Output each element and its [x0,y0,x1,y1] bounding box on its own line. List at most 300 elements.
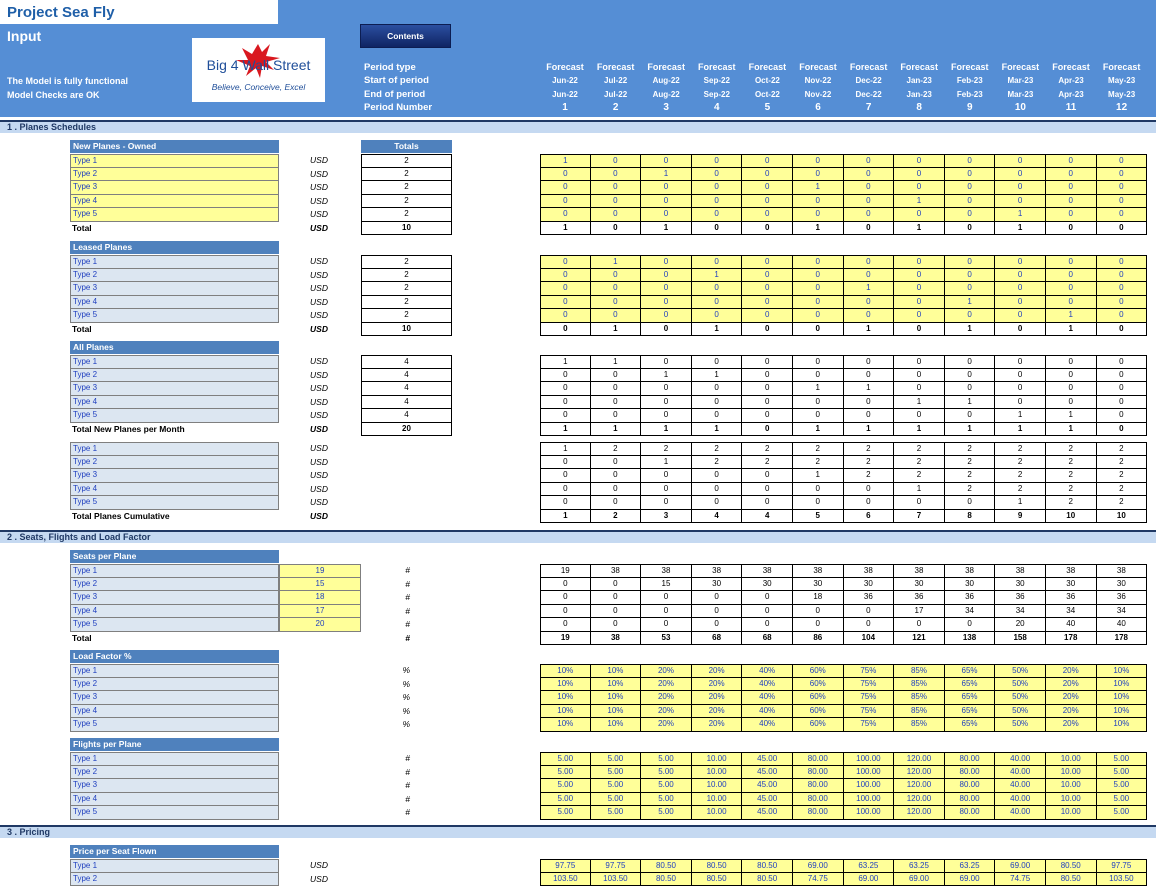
value-cell[interactable]: 10.00 [1046,779,1097,793]
value-cell[interactable]: 65% [945,705,996,719]
value-cell[interactable]: 50% [995,678,1046,692]
value-cell[interactable]: 10.00 [1046,752,1097,766]
value-cell[interactable]: 1 [945,296,996,310]
value-cell[interactable]: 20% [692,678,743,692]
value-cell[interactable]: 5.00 [591,752,642,766]
value-cell[interactable]: 80.00 [793,793,844,807]
value-cell[interactable]: 20% [692,718,743,732]
value-cell[interactable]: 80.00 [945,793,996,807]
value-cell[interactable]: 40% [742,691,793,705]
value-cell[interactable]: 0 [1046,168,1097,182]
value-cell[interactable]: 80.00 [793,779,844,793]
value-cell[interactable]: 0 [793,168,844,182]
value-cell[interactable]: 80.50 [742,859,793,873]
value-cell[interactable]: 0 [641,154,692,168]
logo-tagline: Believe, Conceive, Excel [211,82,306,92]
value-cell[interactable]: 5.00 [641,779,692,793]
value-cell[interactable]: 10% [540,705,591,719]
value-cell[interactable]: 0 [742,309,793,323]
value-cell[interactable]: 97.75 [540,859,591,873]
value-cell[interactable]: 10% [591,718,642,732]
value-cell[interactable]: 0 [894,269,945,283]
value-cell[interactable]: 0 [945,181,996,195]
value-cell[interactable]: 0 [692,282,743,296]
value-cell[interactable]: 80.50 [742,873,793,887]
value-cell[interactable]: 0 [995,181,1046,195]
value-cell[interactable]: 0 [540,195,591,209]
value-cell[interactable]: 100.00 [844,793,895,807]
value-cell[interactable]: 65% [945,718,996,732]
value-cell[interactable]: 1 [894,195,945,209]
value-cell[interactable]: 69.00 [945,873,996,887]
value-cell[interactable]: 80.00 [793,752,844,766]
seats-input-cell[interactable]: 17 [279,605,361,619]
value-cell[interactable]: 0 [591,154,642,168]
value-cell[interactable]: 5.00 [641,752,692,766]
value-cell[interactable]: 5.00 [540,806,591,820]
value-cell[interactable]: 10% [540,718,591,732]
value-cell[interactable]: 0 [692,309,743,323]
value-cell[interactable]: 60% [793,705,844,719]
value-cell[interactable]: 5.00 [540,779,591,793]
row-label: Type 4 [70,195,279,209]
value-cell[interactable]: 0 [1097,208,1148,222]
value-cell[interactable]: 0 [894,255,945,269]
value-cell[interactable]: 0 [742,195,793,209]
value-cell[interactable]: 80.50 [1046,873,1097,887]
seats-input-cell[interactable]: 19 [279,564,361,578]
value-cell[interactable]: 120.00 [894,766,945,780]
value-cell[interactable]: 80.00 [945,806,996,820]
value-cell[interactable]: 85% [894,718,945,732]
value-cell[interactable]: 20% [1046,664,1097,678]
value-cell[interactable]: 69.00 [894,873,945,887]
value-cell[interactable]: 80.00 [945,752,996,766]
value-cell[interactable]: 0 [1097,309,1148,323]
value-cell[interactable]: 10.00 [692,793,743,807]
all-planes-header: All Planes [70,341,279,354]
value-cell[interactable]: 40.00 [995,793,1046,807]
value-cell[interactable]: 0 [692,195,743,209]
value-cell: 0 [742,618,793,632]
value-cell[interactable]: 10.00 [692,752,743,766]
seats-input-cell[interactable]: 18 [279,591,361,605]
value-cell[interactable]: 0 [540,208,591,222]
value-cell[interactable]: 0 [793,282,844,296]
value-cell[interactable]: 20% [692,691,743,705]
value-cell[interactable]: 0 [945,309,996,323]
value-cell[interactable]: 0 [1046,208,1097,222]
value-cell[interactable]: 40.00 [995,752,1046,766]
value-cell[interactable]: 0 [692,208,743,222]
value-cell[interactable]: 60% [793,678,844,692]
value-cell[interactable]: 74.75 [793,873,844,887]
value-cell[interactable]: 0 [844,168,895,182]
value-cell[interactable]: 1 [692,269,743,283]
value-cell[interactable]: 40.00 [995,766,1046,780]
value-cell[interactable]: 0 [641,269,692,283]
value-cell[interactable]: 0 [641,255,692,269]
value-cell[interactable]: 0 [540,269,591,283]
value-cell[interactable]: 1 [591,255,642,269]
value-cell[interactable]: 0 [1046,282,1097,296]
value-cell[interactable]: 0 [945,269,996,283]
value-cell: 1 [641,369,692,383]
value-cell[interactable]: 120.00 [894,752,945,766]
value-cell[interactable]: 5.00 [591,806,642,820]
value-cell[interactable]: 1 [540,154,591,168]
value-cell[interactable]: 0 [995,269,1046,283]
value-cell[interactable]: 0 [692,168,743,182]
value-cell[interactable]: 0 [742,296,793,310]
value-cell[interactable]: 20% [1046,705,1097,719]
value-cell[interactable]: 10% [1097,678,1148,692]
value-cell[interactable]: 0 [793,269,844,283]
value-cell: 1 [540,355,591,369]
value-cell[interactable]: 0 [945,282,996,296]
value-cell[interactable]: 69.00 [793,859,844,873]
value-cell: 30 [742,578,793,592]
value-cell[interactable]: 50% [995,718,1046,732]
value-cell[interactable]: 45.00 [742,793,793,807]
value-cell[interactable]: 0 [945,195,996,209]
value-cell[interactable]: 0 [742,282,793,296]
value-cell[interactable]: 0 [540,181,591,195]
total-value-cell: 0 [793,323,844,337]
value-cell[interactable]: 85% [894,664,945,678]
value-cell[interactable]: 0 [894,168,945,182]
value-cell: 0 [1046,369,1097,383]
value-cell: 0 [540,483,591,497]
value-cell[interactable]: 97.75 [591,859,642,873]
value-cell[interactable]: 0 [1097,282,1148,296]
value-cell[interactable]: 0 [692,154,743,168]
value-cell[interactable]: 100.00 [844,806,895,820]
value-cell[interactable]: 20% [1046,691,1097,705]
value-cell[interactable]: 60% [793,664,844,678]
value-cell[interactable]: 0 [591,168,642,182]
value-cell[interactable]: 0 [844,309,895,323]
value-cell[interactable]: 10.00 [692,779,743,793]
value-cell[interactable]: 60% [793,691,844,705]
value-cell[interactable]: 0 [641,181,692,195]
value-cell[interactable]: 0 [1097,255,1148,269]
value-cell[interactable]: 10% [1097,705,1148,719]
value-cell[interactable]: 1 [995,208,1046,222]
value-cell[interactable]: 40.00 [995,779,1046,793]
value-cell: 2 [995,483,1046,497]
value-cell[interactable]: 10.00 [692,806,743,820]
value-cell[interactable]: 0 [641,296,692,310]
value-cell[interactable]: 0 [1046,296,1097,310]
period-number-cell: 6 [815,102,821,113]
value-cell[interactable]: 80.00 [793,806,844,820]
value-cell[interactable]: 75% [844,678,895,692]
value-cell[interactable]: 0 [591,208,642,222]
value-cell: 2 [1097,483,1148,497]
value-cell[interactable]: 0 [591,181,642,195]
value-cell[interactable]: 63.25 [945,859,996,873]
value-cell[interactable]: 5.00 [591,779,642,793]
total-value-cell: 1 [591,423,642,437]
value-cell[interactable]: 0 [995,168,1046,182]
value-cell[interactable]: 10% [540,678,591,692]
value-cell[interactable]: 20% [1046,678,1097,692]
value-cell[interactable]: 0 [591,282,642,296]
value-cell[interactable]: 0 [844,154,895,168]
value-cell: 0 [540,456,591,470]
value-cell[interactable]: 5.00 [1097,793,1148,807]
value-cell[interactable]: 0 [540,282,591,296]
value-cell[interactable]: 80.50 [692,873,743,887]
value-cell[interactable]: 0 [995,154,1046,168]
row-label: Type 1 [70,664,279,678]
value-cell[interactable]: 20% [641,705,692,719]
value-cell[interactable]: 45.00 [742,779,793,793]
title-cell[interactable] [0,0,278,24]
value-cell[interactable]: 50% [995,705,1046,719]
value-cell[interactable]: 50% [995,691,1046,705]
value-cell[interactable]: 0 [692,296,743,310]
value-cell[interactable]: 1 [1046,309,1097,323]
value-cell[interactable]: 63.25 [844,859,895,873]
value-cell[interactable]: 80.50 [641,873,692,887]
value-cell[interactable]: 0 [1046,195,1097,209]
value-cell[interactable]: 0 [591,309,642,323]
value-cell[interactable]: 0 [1097,181,1148,195]
value-cell[interactable]: 80.50 [692,859,743,873]
value-cell[interactable]: 0 [945,255,996,269]
value-cell[interactable]: 0 [591,195,642,209]
value-cell[interactable]: 0 [894,296,945,310]
value-cell[interactable]: 5.00 [591,793,642,807]
value-cell[interactable]: 5.00 [641,806,692,820]
value-cell[interactable]: 0 [945,208,996,222]
value-cell[interactable]: 75% [844,691,895,705]
seats-input-cell[interactable]: 15 [279,578,361,592]
value-cell[interactable]: 85% [894,678,945,692]
value-cell[interactable]: 120.00 [894,793,945,807]
value-cell[interactable]: 0 [692,181,743,195]
value-cell[interactable]: 0 [995,296,1046,310]
value-cell[interactable]: 63.25 [894,859,945,873]
value-cell[interactable]: 20% [641,664,692,678]
value-cell[interactable]: 10% [591,691,642,705]
value-cell[interactable]: 0 [793,309,844,323]
value-cell[interactable]: 0 [641,195,692,209]
value-cell[interactable]: 80.00 [793,766,844,780]
value-cell[interactable]: 0 [793,154,844,168]
value-cell[interactable]: 40% [742,705,793,719]
value-cell[interactable]: 10% [1097,691,1148,705]
start-date-cell: Sep-22 [703,76,730,85]
value-cell: 1 [844,382,895,396]
value-cell[interactable]: 50% [995,664,1046,678]
value-cell[interactable]: 5.00 [1097,779,1148,793]
value-cell[interactable]: 80.00 [945,779,996,793]
value-cell: 0 [692,618,743,632]
value-cell[interactable]: 40.00 [995,806,1046,820]
value-cell[interactable]: 0 [995,282,1046,296]
value-cell[interactable]: 80.50 [1046,859,1097,873]
value-cell[interactable]: 10.00 [692,766,743,780]
value-cell[interactable]: 0 [540,168,591,182]
value-cell[interactable]: 0 [742,181,793,195]
value-cell[interactable]: 69.00 [844,873,895,887]
value-cell[interactable]: 0 [793,208,844,222]
value-cell[interactable]: 0 [641,208,692,222]
value-cell[interactable]: 69.00 [995,859,1046,873]
value-cell[interactable]: 10% [591,664,642,678]
row-label: Type 5 [70,496,279,510]
unit-cell: % [402,692,410,702]
value-cell[interactable]: 1 [641,168,692,182]
value-cell[interactable]: 65% [945,678,996,692]
value-cell[interactable]: 85% [894,691,945,705]
value-cell[interactable]: 60% [793,718,844,732]
value-cell[interactable]: 40% [742,664,793,678]
value-cell[interactable]: 0 [1046,269,1097,283]
value-cell[interactable]: 10% [1097,718,1148,732]
value-cell[interactable]: 0 [540,255,591,269]
value-cell[interactable]: 0 [894,154,945,168]
value-cell[interactable]: 0 [844,255,895,269]
value-cell[interactable]: 5.00 [641,766,692,780]
value-cell[interactable]: 5.00 [1097,806,1148,820]
value-cell[interactable]: 120.00 [894,806,945,820]
value-cell[interactable]: 0 [894,208,945,222]
value-cell[interactable]: 103.50 [1097,873,1148,887]
value-cell[interactable]: 75% [844,705,895,719]
total-value-cell: 53 [641,632,692,646]
value-cell[interactable]: 1 [844,282,895,296]
value-cell[interactable]: 0 [641,282,692,296]
value-cell[interactable]: 0 [894,282,945,296]
value-cell[interactable]: 75% [844,664,895,678]
value-cell[interactable]: 0 [793,195,844,209]
value-cell[interactable]: 65% [945,691,996,705]
value-cell[interactable]: 10.00 [1046,806,1097,820]
value-cell[interactable]: 10% [591,678,642,692]
value-cell[interactable]: 0 [1097,168,1148,182]
value-cell[interactable]: 10% [540,691,591,705]
value-cell[interactable]: 0 [742,269,793,283]
value-cell[interactable]: 10.00 [1046,793,1097,807]
value-cell[interactable]: 0 [793,255,844,269]
value-cell[interactable]: 80.00 [945,766,996,780]
value-cell[interactable]: 5.00 [540,766,591,780]
unit-cell: # [405,578,410,589]
value-cell[interactable]: 97.75 [1097,859,1148,873]
value-cell[interactable]: 103.50 [540,873,591,887]
total-value-cell: 4 [692,510,743,524]
value-cell[interactable]: 5.00 [641,793,692,807]
value-cell[interactable]: 0 [844,269,895,283]
value-cell[interactable]: 0 [742,168,793,182]
value-cell[interactable]: 0 [894,181,945,195]
row-label: Type 2 [70,678,279,692]
value-cell[interactable]: 0 [1046,255,1097,269]
value-cell[interactable]: 5.00 [540,793,591,807]
value-cell[interactable]: 0 [742,255,793,269]
value-cell[interactable]: 5.00 [1097,752,1148,766]
value-cell[interactable]: 20% [641,718,692,732]
value-cell[interactable]: 40% [742,678,793,692]
start-date-cell: Jun-22 [552,76,578,85]
value-cell[interactable]: 103.50 [591,873,642,887]
value-cell[interactable]: 65% [945,664,996,678]
value-cell[interactable]: 0 [742,154,793,168]
value-cell[interactable]: 0 [1097,296,1148,310]
total-value-cell: 0 [894,323,945,337]
value-cell[interactable]: 0 [1097,269,1148,283]
value-cell[interactable]: 0 [1046,154,1097,168]
value-cell[interactable]: 0 [742,208,793,222]
value-cell[interactable]: 0 [540,309,591,323]
value-cell[interactable]: 45.00 [742,752,793,766]
value-cell[interactable]: 10.00 [1046,766,1097,780]
value-cell[interactable]: 5.00 [1097,766,1148,780]
value-cell[interactable]: 80.50 [641,859,692,873]
value-cell[interactable]: 0 [641,309,692,323]
value-cell[interactable]: 0 [591,296,642,310]
value-cell[interactable]: 20% [1046,718,1097,732]
value-cell[interactable]: 0 [591,269,642,283]
value-cell[interactable]: 0 [945,154,996,168]
value-cell[interactable]: 0 [1097,154,1148,168]
value-cell[interactable]: 75% [844,718,895,732]
value-cell[interactable]: 0 [844,208,895,222]
value-cell[interactable]: 0 [995,255,1046,269]
value-cell[interactable]: 20% [692,664,743,678]
value-cell[interactable]: 0 [995,195,1046,209]
value-cell[interactable]: 0 [844,181,895,195]
value-cell[interactable]: 0 [1097,195,1148,209]
value-cell[interactable]: 100.00 [844,752,895,766]
value-cell[interactable]: 0 [995,309,1046,323]
value-cell[interactable]: 40% [742,718,793,732]
value-cell[interactable]: 100.00 [844,766,895,780]
contents-button[interactable]: Contents [360,24,451,48]
value-cell[interactable]: 0 [692,255,743,269]
value-cell[interactable]: 10% [591,705,642,719]
seats-input-cell[interactable]: 20 [279,618,361,632]
value-cell[interactable]: 85% [894,705,945,719]
value-cell[interactable]: 1 [793,181,844,195]
value-cell[interactable]: 10% [540,664,591,678]
value-cell[interactable]: 0 [844,296,895,310]
total-value-cell: 2 [591,510,642,524]
value-cell[interactable]: 0 [540,296,591,310]
value-cell[interactable]: 5.00 [540,752,591,766]
value-cell[interactable]: 20% [692,705,743,719]
value-cell[interactable]: 74.75 [995,873,1046,887]
value-cell[interactable]: 0 [1046,181,1097,195]
value-cell[interactable]: 45.00 [742,806,793,820]
value-cell[interactable]: 120.00 [894,779,945,793]
value-cell[interactable]: 100.00 [844,779,895,793]
value-cell[interactable]: 10% [1097,664,1148,678]
value-cell[interactable]: 5.00 [591,766,642,780]
value-cell[interactable]: 0 [894,309,945,323]
value-cell[interactable]: 20% [641,678,692,692]
value-cell[interactable]: 0 [844,195,895,209]
value-cell[interactable]: 0 [793,296,844,310]
value-cell[interactable]: 45.00 [742,766,793,780]
value-cell[interactable]: 20% [641,691,692,705]
value-cell[interactable]: 0 [945,168,996,182]
value-cell: 0 [742,591,793,605]
